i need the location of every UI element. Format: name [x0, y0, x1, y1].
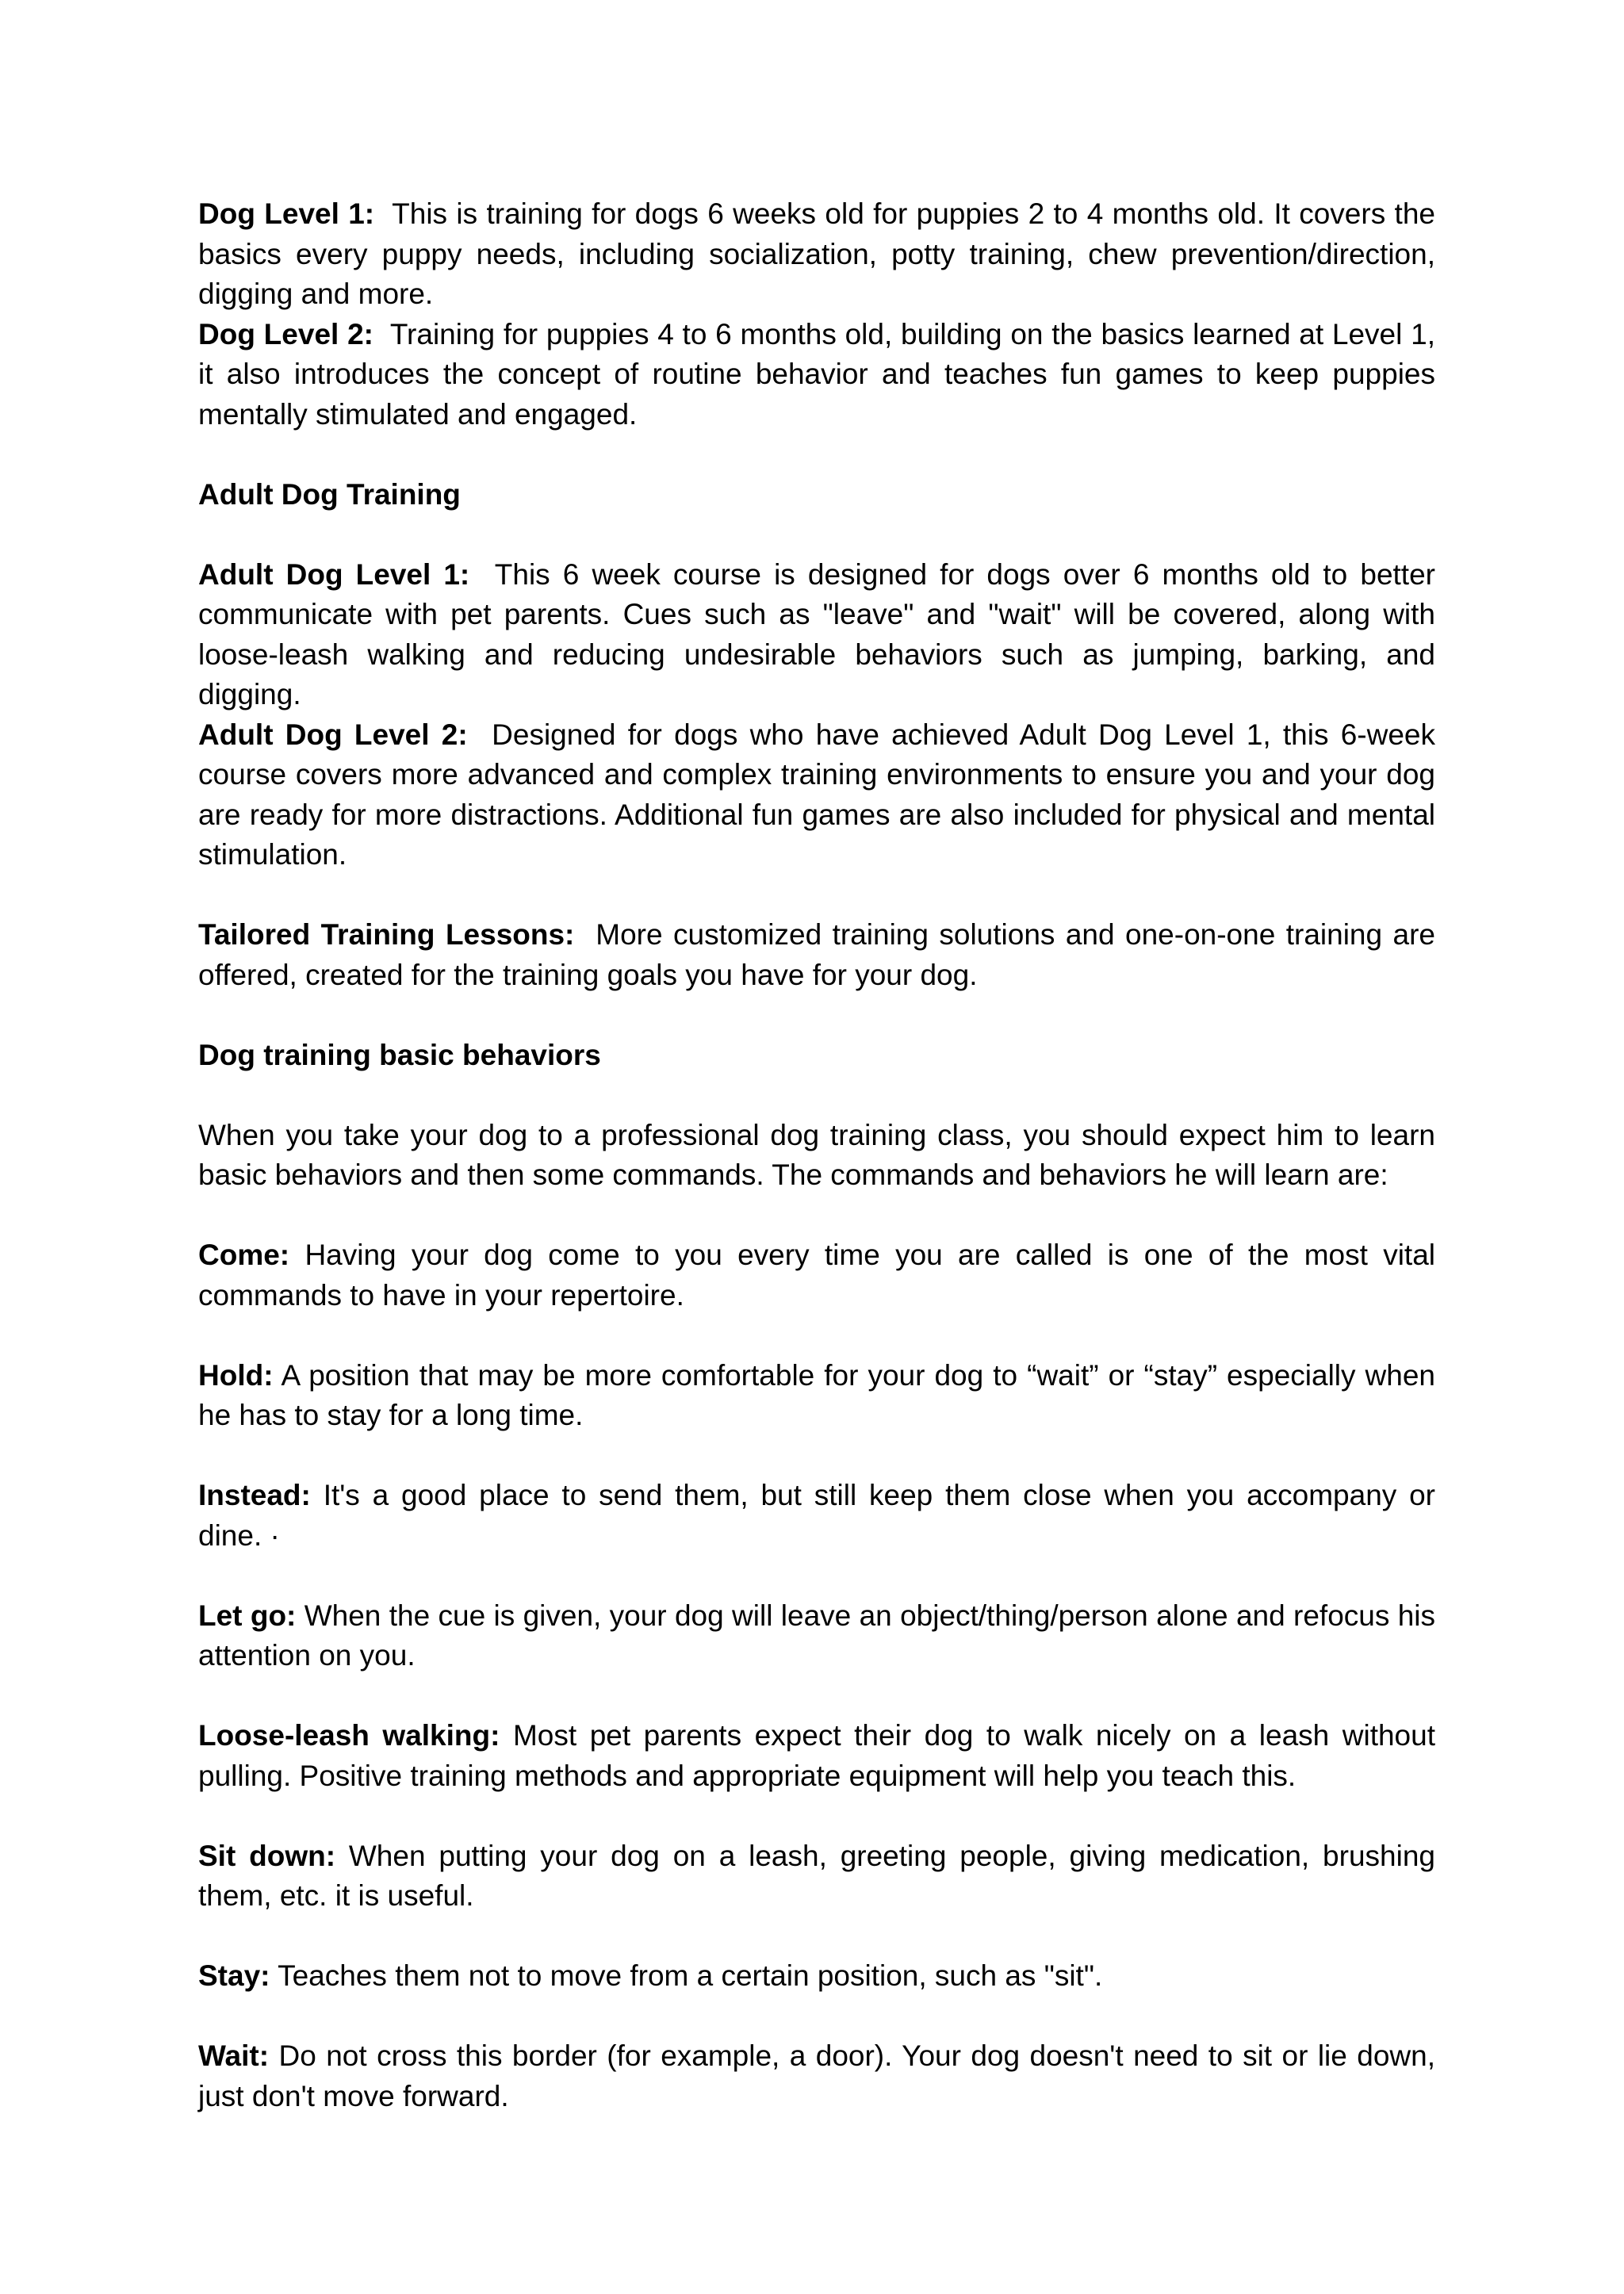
behavior-loose-leash-paragraph [198, 1716, 1435, 1796]
paragraph-label: Dog Level 1: [198, 197, 375, 230]
behavior-text: Do not cross this border (for example, a door). Your dog doesn't need to sit or lie down, just don't move forward. [198, 2039, 1435, 2112]
adult-level-1-paragraph [198, 555, 1435, 715]
intro-paragraph: When you take your dog to a professional dog training class, you should expect him to learn basic behaviors and then some commands. The commands and behaviors he will learn are: [198, 1118, 1435, 1191]
paragraph-text: Training for puppies 4 to 6 months old, building on the basics learned at Level 1, it also introduces the concept of routine behavior and teaches fun games to keep puppies mentally stimulated and engaged. [198, 317, 1435, 431]
behavior-text: Having your dog come to you every time you are called is one of the most vital commands to have in your repertoire. [198, 1239, 1435, 1312]
behavior-label: Let go: [198, 1599, 297, 1632]
behavior-text: When putting your dog on a leash, greeting people, giving medication, brushing them, etc. it is useful. [198, 1839, 1435, 1912]
behavior-label: Stay: [198, 1959, 270, 1992]
behavior-label: Sit down: [198, 1839, 336, 1872]
paragraph-label: Adult Dog Level 2: [198, 718, 468, 751]
behavior-text: It's a good place to send them, but still keep them close when you accompany or dine. · [198, 1479, 1436, 1552]
puppy-level-2-paragraph [198, 315, 1435, 435]
paragraph-text: This 6 week course is designed for dogs over 6 months old to better communicate with pet parents. Cues such as "leave" and "wait" will be covered, along with loose-leash walking and reducing undesirable behaviors such as jumping, barking, and digging. [198, 557, 1435, 710]
behavior-text: Most pet parents expect their dog to walk nicely on a leash without pulling. Positive training methods and appropriate equipment will help you teach this. [198, 1719, 1435, 1792]
behavior-text: Teaches them not to move from a certain position, such as "sit". [278, 1959, 1103, 1992]
behavior-hold-paragraph [198, 1356, 1435, 1436]
paragraph-text: More customized training solutions and one-on-one training are offered, created for the training goals you have for your dog. [198, 918, 1435, 991]
paragraph-text: This is training for dogs 6 weeks old for puppies 2 to 4 months old. It covers the basics every puppy needs, including socialization, potty training, chew prevention/direction, digging and more. [198, 197, 1435, 310]
behavior-label: Loose-leash walking: [198, 1719, 500, 1752]
behavior-sit-down-paragraph [198, 1836, 1435, 1917]
behavior-let-go-paragraph [198, 1596, 1435, 1676]
paragraph-label: Dog Level 2: [198, 317, 373, 350]
paragraph-label: Adult Dog Level 1: [198, 557, 470, 591]
adult-training-heading: Adult Dog Training [198, 477, 461, 511]
behavior-text: When the cue is given, your dog will leave an object/thing/person alone and refocus his attention on you. [198, 1599, 1436, 1672]
behavior-label: Hold: [198, 1358, 274, 1392]
behavior-label: Wait: [198, 2039, 270, 2072]
puppy-level-1-paragraph [198, 194, 1435, 315]
adult-level-2-paragraph [198, 715, 1435, 875]
basic-behaviors-heading: Dog training basic behaviors [198, 1038, 601, 1071]
behavior-label: Come: [198, 1239, 290, 1271]
tailored-lessons-paragraph [198, 915, 1435, 995]
behavior-stay-paragraph [198, 1956, 1435, 1997]
behavior-instead-paragraph [198, 1476, 1435, 1556]
behavior-text: A position that may be more comfortable for your dog to “wait” or “stay” especially when he has to stay for a long time. [198, 1358, 1435, 1431]
paragraph-text: Designed for dogs who have achieved Adult Dog Level 1, this 6-week course covers more advanced and complex training environments to ensure you and your dog are ready for more distractions. Additional fun games are also included for physical and mental stimulation. [198, 718, 1435, 871]
behavior-wait-paragraph [198, 2036, 1435, 2116]
behavior-come-paragraph [198, 1235, 1435, 1316]
document-page [198, 194, 1435, 2116]
paragraph-label: Tailored Training Lessons: [198, 918, 575, 951]
behavior-label: Instead: [198, 1479, 311, 1511]
